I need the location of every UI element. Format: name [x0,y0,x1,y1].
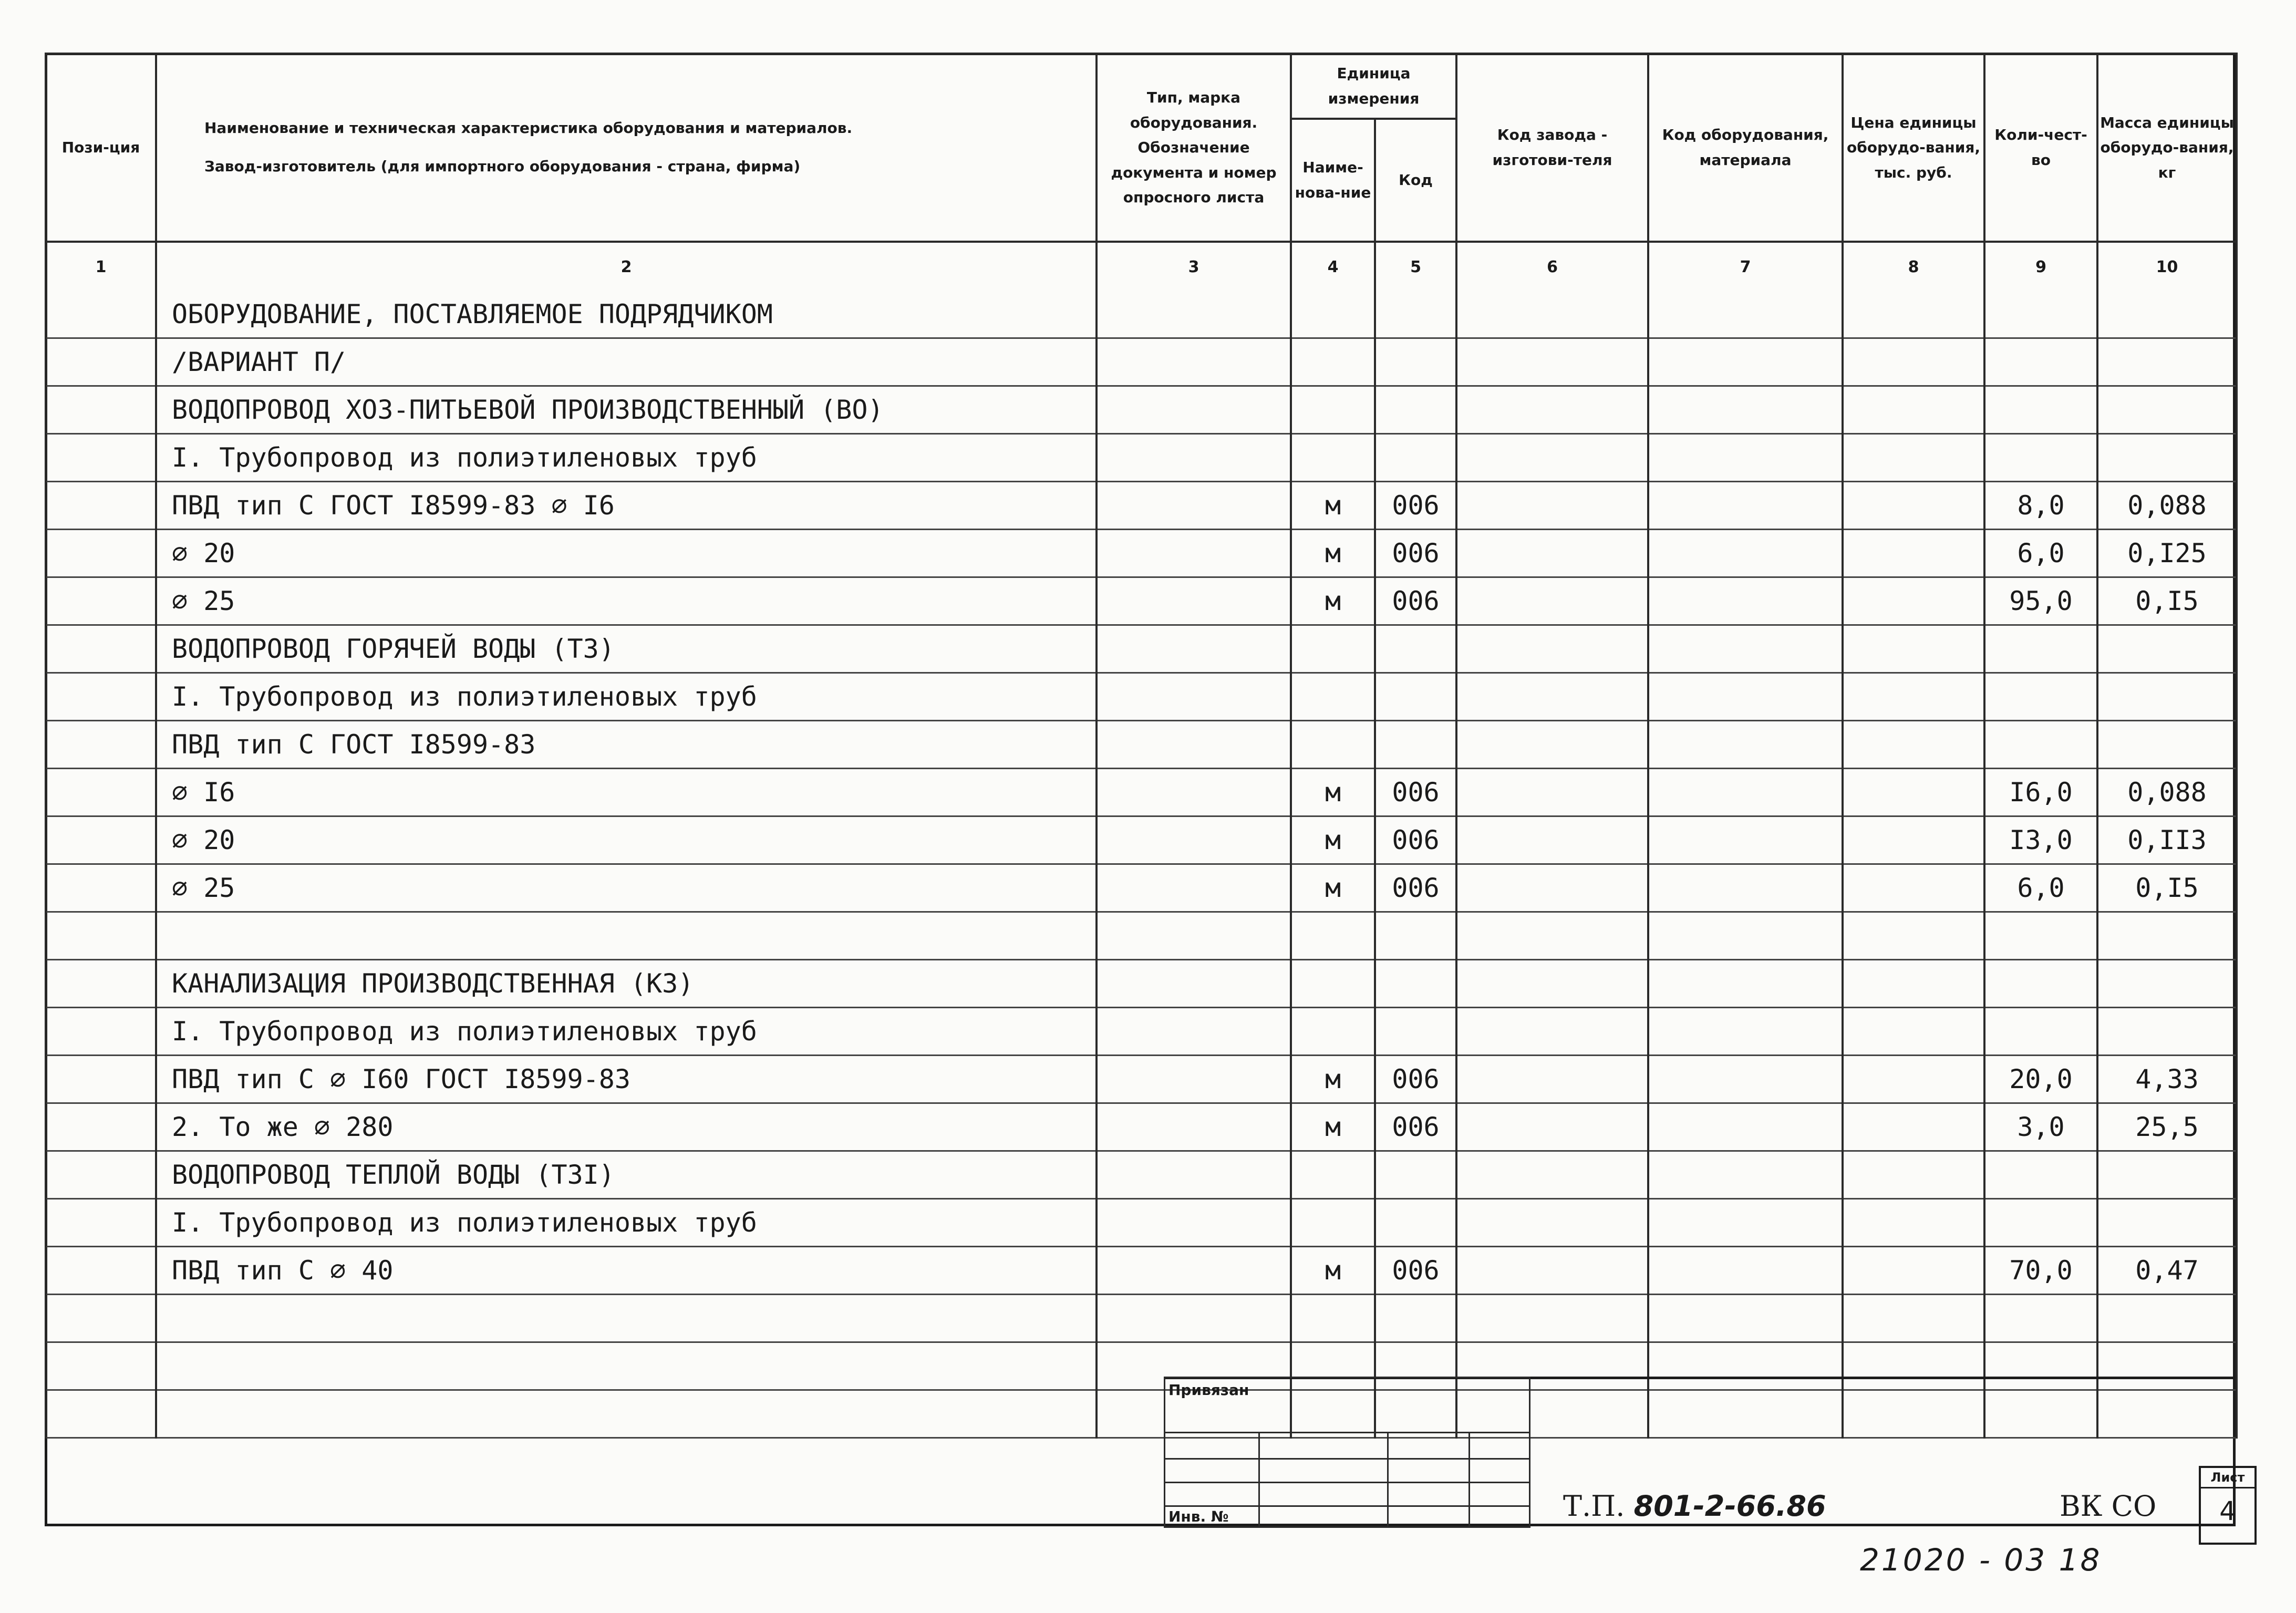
price-cell [1843,338,1984,386]
header-factory-code: Код завода - изготови-теля [1456,54,1648,242]
position-cell [46,1056,156,1103]
material-code-cell [1648,291,1843,338]
position-cell [46,864,156,912]
code-cell: 006 [1375,577,1456,625]
material-code-cell [1648,721,1843,769]
type-cell [1097,386,1291,434]
factory-code-cell [1456,960,1648,1008]
table-row [46,482,2237,530]
type-cell [1097,482,1291,530]
name-cell: ∅ I6 [156,769,1097,816]
position-cell [46,1342,156,1390]
specification-table [45,53,2238,1439]
position-cell [46,577,156,625]
factory-code-cell [1456,291,1648,338]
header-unit-code: Код [1375,119,1456,242]
quantity-cell: 20,0 [1984,1056,2097,1103]
header-name-line1: Наименование и техническая характеристика оборудования и материалов. [204,119,853,137]
code-cell [1375,1295,1456,1342]
unit-cell [1291,1199,1375,1247]
mass-cell [2097,434,2237,482]
factory-code-cell [1456,673,1648,721]
table-row [46,1247,2237,1295]
factory-code-cell [1456,1008,1648,1056]
column-number: 7 [1648,242,1843,291]
name-cell: ПВД тип С ГОСТ I8599-83 [156,721,1097,769]
mass-cell [2097,1151,2237,1199]
mass-cell [2097,960,2237,1008]
table-row [46,530,2237,577]
unit-cell: м [1291,530,1375,577]
code-cell: 006 [1375,1056,1456,1103]
price-cell [1843,1103,1984,1151]
name-cell: ВОДОПРОВОД ТЕПЛОЙ ВОДЫ (Т3I) [156,1151,1097,1199]
position-cell [46,769,156,816]
table-row [46,912,2237,960]
mass-cell [2097,625,2237,673]
price-cell [1843,816,1984,864]
unit-cell [1291,960,1375,1008]
quantity-cell [1984,434,2097,482]
price-cell [1843,482,1984,530]
code-cell [1375,291,1456,338]
table-row [46,960,2237,1008]
mass-cell [2097,721,2237,769]
type-cell [1097,1151,1291,1199]
mass-cell [2097,1199,2237,1247]
column-number: 2 [156,242,1097,291]
quantity-cell: 6,0 [1984,864,2097,912]
unit-cell [1291,386,1375,434]
material-code-cell [1648,1103,1843,1151]
quantity-cell: 3,0 [1984,1103,2097,1151]
position-cell [46,960,156,1008]
name-cell: I. Трубопровод из полиэтиленовых труб [156,1199,1097,1247]
header-name-line2: Завод-изготовитель (для импортного оборудования - страна, фирма) [204,158,801,175]
name-cell: I. Трубопровод из полиэтиленовых труб [156,1008,1097,1056]
price-cell [1843,864,1984,912]
column-number: 4 [1291,242,1375,291]
type-cell [1097,912,1291,960]
name-cell: ПВД тип С ГОСТ I8599-83 ∅ I6 [156,482,1097,530]
table-row [46,1103,2237,1151]
price-cell [1843,1056,1984,1103]
type-cell [1097,625,1291,673]
material-code-cell [1648,1199,1843,1247]
header-position: Пози-ция [46,54,156,242]
material-code-cell [1648,577,1843,625]
type-cell [1097,1199,1291,1247]
material-code-cell [1648,1056,1843,1103]
name-cell [156,1295,1097,1342]
code-cell: 006 [1375,816,1456,864]
position-cell [46,530,156,577]
column-number: 10 [2097,242,2237,291]
sheet-number-box [2199,1466,2257,1545]
quantity-cell: I6,0 [1984,769,2097,816]
name-cell: /ВАРИАНТ П/ [156,338,1097,386]
position-cell [46,1199,156,1247]
name-cell: ОБОРУДОВАНИЕ, ПОСТАВЛЯЕМОЕ ПОДРЯДЧИКОМ [156,291,1097,338]
quantity-cell: 70,0 [1984,1247,2097,1295]
position-cell [46,482,156,530]
type-cell [1097,816,1291,864]
price-cell [1843,1008,1984,1056]
unit-cell: м [1291,864,1375,912]
unit-cell: м [1291,482,1375,530]
archive-stamp: 21020 - 03 18 [1860,1542,2102,1578]
material-code-cell [1648,530,1843,577]
code-cell [1375,960,1456,1008]
type-cell [1097,1008,1291,1056]
name-cell [156,1390,1097,1438]
factory-code-cell [1456,816,1648,864]
position-cell [46,386,156,434]
position-cell [46,1247,156,1295]
quantity-cell [1984,1151,2097,1199]
quantity-cell [1984,960,2097,1008]
mass-cell [2097,673,2237,721]
quantity-cell: 95,0 [1984,577,2097,625]
quantity-cell: 8,0 [1984,482,2097,530]
quantity-cell [1984,338,2097,386]
factory-code-cell [1456,1247,1648,1295]
type-cell [1097,291,1291,338]
factory-code-cell [1456,1103,1648,1151]
price-cell [1843,1247,1984,1295]
header-quantity: Коли-чест-во [1984,54,2097,242]
unit-cell: м [1291,1056,1375,1103]
price-cell [1843,673,1984,721]
code-cell [1375,338,1456,386]
name-cell: I. Трубопровод из полиэтиленовых труб [156,434,1097,482]
quantity-cell: 6,0 [1984,530,2097,577]
unit-cell: м [1291,816,1375,864]
table-row [46,864,2237,912]
section-code: ВК СО [2060,1490,2157,1523]
sheet-label: Лист [2201,1468,2254,1488]
material-code-cell [1648,482,1843,530]
table-row [46,625,2237,673]
type-cell [1097,769,1291,816]
mass-cell: 0,I5 [2097,864,2237,912]
mass-cell [2097,291,2237,338]
unit-cell: м [1291,1103,1375,1151]
mass-cell: 4,33 [2097,1056,2237,1103]
table-row [46,291,2237,338]
table-row [46,386,2237,434]
quantity-cell [1984,291,2097,338]
mass-cell: 0,47 [2097,1247,2237,1295]
unit-cell [1291,1151,1375,1199]
quantity-cell [1984,1008,2097,1056]
name-cell: ПВД тип С ∅ I60 ГОСТ I8599-83 [156,1056,1097,1103]
position-cell [46,1151,156,1199]
material-code-cell [1648,1247,1843,1295]
name-cell: ПВД тип С ∅ 40 [156,1247,1097,1295]
price-cell [1843,1199,1984,1247]
quantity-cell: I3,0 [1984,816,2097,864]
factory-code-cell [1456,577,1648,625]
header-unit-name: Наиме-нова-ние [1291,119,1375,242]
name-cell: ВОДОПРОВОД ГОРЯЧЕЙ ВОДЫ (Т3) [156,625,1097,673]
mass-cell [2097,338,2237,386]
column-number: 5 [1375,242,1456,291]
tp-prefix: Т.П. [1563,1490,1625,1523]
column-number: 3 [1097,242,1291,291]
table-row [46,769,2237,816]
sheet-number: 4 [2219,1496,2236,1526]
factory-code-cell [1456,1295,1648,1342]
code-cell: 006 [1375,769,1456,816]
type-cell [1097,1056,1291,1103]
table-row [46,338,2237,386]
mass-cell: 0,I25 [2097,530,2237,577]
type-cell [1097,721,1291,769]
factory-code-cell [1456,864,1648,912]
position-cell [46,338,156,386]
code-cell: 006 [1375,530,1456,577]
name-cell: ∅ 25 [156,577,1097,625]
material-code-cell [1648,673,1843,721]
price-cell [1843,434,1984,482]
factory-code-cell [1456,338,1648,386]
type-cell [1097,1103,1291,1151]
price-cell [1843,912,1984,960]
material-code-cell [1648,1151,1843,1199]
mass-cell [2097,1295,2237,1342]
name-cell [156,912,1097,960]
factory-code-cell [1456,1151,1648,1199]
header-mass: Масса единицы оборудо-вания, кг [2097,54,2237,242]
code-cell [1375,673,1456,721]
code-cell: 006 [1375,864,1456,912]
table-row [46,577,2237,625]
code-cell [1375,721,1456,769]
code-cell: 006 [1375,482,1456,530]
name-cell: ∅ 25 [156,864,1097,912]
position-cell [46,291,156,338]
factory-code-cell [1456,386,1648,434]
quantity-cell [1984,912,2097,960]
type-cell [1097,338,1291,386]
code-cell [1375,386,1456,434]
factory-code-cell [1456,1199,1648,1247]
type-cell [1097,864,1291,912]
quantity-cell [1984,721,2097,769]
position-cell [46,1008,156,1056]
name-cell: I. Трубопровод из полиэтиленовых труб [156,673,1097,721]
position-cell [46,625,156,673]
material-code-cell [1648,769,1843,816]
code-cell [1375,625,1456,673]
type-cell [1097,1247,1291,1295]
factory-code-cell [1456,482,1648,530]
type-cell [1097,434,1291,482]
price-cell [1843,960,1984,1008]
unit-cell [1291,1008,1375,1056]
approval-grid [1164,1377,1530,1528]
position-cell [46,816,156,864]
unit-cell [1291,625,1375,673]
header-name [156,54,1097,242]
material-code-cell [1648,864,1843,912]
table-row [46,1151,2237,1199]
unit-cell [1291,673,1375,721]
table-row [46,1056,2237,1103]
header-price: Цена единицы оборудо-вания, тыс. руб. [1843,54,1984,242]
code-cell [1375,912,1456,960]
privyazan-label: Привязан [1165,1378,1530,1433]
column-number: 8 [1843,242,1984,291]
code-cell: 006 [1375,1103,1456,1151]
factory-code-cell [1456,625,1648,673]
name-cell [156,1342,1097,1390]
material-code-cell [1648,816,1843,864]
type-cell [1097,1295,1291,1342]
name-cell: ∅ 20 [156,816,1097,864]
material-code-cell [1648,960,1843,1008]
column-numbers-row [46,242,2237,291]
name-cell: ВОДОПРОВОД ХОЗ-ПИТЬЕВОЙ ПРОИЗВОДСТВЕННЫЙ (ВО) [156,386,1097,434]
material-code-cell [1648,1008,1843,1056]
position-cell [46,912,156,960]
price-cell [1843,1295,1984,1342]
inventory-number-label: Инв. № [1165,1506,1259,1527]
material-code-cell [1648,625,1843,673]
code-cell: 006 [1375,1247,1456,1295]
name-cell: ∅ 20 [156,530,1097,577]
mass-cell: 0,II3 [2097,816,2237,864]
price-cell [1843,721,1984,769]
type-cell [1097,530,1291,577]
column-number: 9 [1984,242,2097,291]
column-number: 6 [1456,242,1648,291]
name-cell: КАНАЛИЗАЦИЯ ПРОИЗВОДСТВЕННАЯ (К3) [156,960,1097,1008]
table-row [46,1199,2237,1247]
code-cell [1375,1008,1456,1056]
factory-code-cell [1456,769,1648,816]
name-cell: 2. То же ∅ 280 [156,1103,1097,1151]
price-cell [1843,577,1984,625]
unit-cell [1291,338,1375,386]
mass-cell [2097,386,2237,434]
table-row [46,721,2237,769]
column-number: 1 [46,242,156,291]
material-code-cell [1648,434,1843,482]
table-row [46,434,2237,482]
mass-cell: 0,I5 [2097,577,2237,625]
factory-code-cell [1456,912,1648,960]
header-unit-group: Единица измерения [1291,54,1456,119]
unit-cell [1291,912,1375,960]
position-cell [46,673,156,721]
factory-code-cell [1456,434,1648,482]
position-cell [46,1103,156,1151]
type-cell [1097,673,1291,721]
code-cell [1375,434,1456,482]
price-cell [1843,386,1984,434]
mass-cell: 25,5 [2097,1103,2237,1151]
table-row [46,816,2237,864]
quantity-cell [1984,1295,2097,1342]
factory-code-cell [1456,530,1648,577]
factory-code-cell [1456,1056,1648,1103]
mass-cell: 0,088 [2097,769,2237,816]
material-code-cell [1648,912,1843,960]
factory-code-cell [1456,721,1648,769]
quantity-cell [1984,625,2097,673]
position-cell [46,434,156,482]
price-cell [1843,1151,1984,1199]
position-cell [46,1390,156,1438]
price-cell [1843,291,1984,338]
header-material-code: Код оборудования, материала [1648,54,1843,242]
mass-cell [2097,1008,2237,1056]
unit-cell [1291,291,1375,338]
table-row [46,1295,2237,1342]
material-code-cell [1648,386,1843,434]
quantity-cell [1984,1199,2097,1247]
code-cell [1375,1151,1456,1199]
material-code-cell [1648,1295,1843,1342]
price-cell [1843,625,1984,673]
quantity-cell [1984,673,2097,721]
unit-cell [1291,1295,1375,1342]
type-cell [1097,960,1291,1008]
type-cell [1097,577,1291,625]
price-cell [1843,769,1984,816]
unit-cell: м [1291,769,1375,816]
position-cell [46,721,156,769]
position-cell [46,1295,156,1342]
tp-number: 801-2-66.86 [1633,1490,1826,1523]
table-row [46,673,2237,721]
unit-cell [1291,721,1375,769]
project-code [1563,1490,1826,1523]
price-cell [1843,530,1984,577]
table-row [46,1008,2237,1056]
mass-cell: 0,088 [2097,482,2237,530]
mass-cell [2097,912,2237,960]
unit-cell: м [1291,1247,1375,1295]
unit-cell: м [1291,577,1375,625]
header-type: Тип, марка оборудования. Обозначение документа и номер опросного листа [1097,54,1291,242]
unit-cell [1291,434,1375,482]
material-code-cell [1648,338,1843,386]
quantity-cell [1984,386,2097,434]
code-cell [1375,1199,1456,1247]
